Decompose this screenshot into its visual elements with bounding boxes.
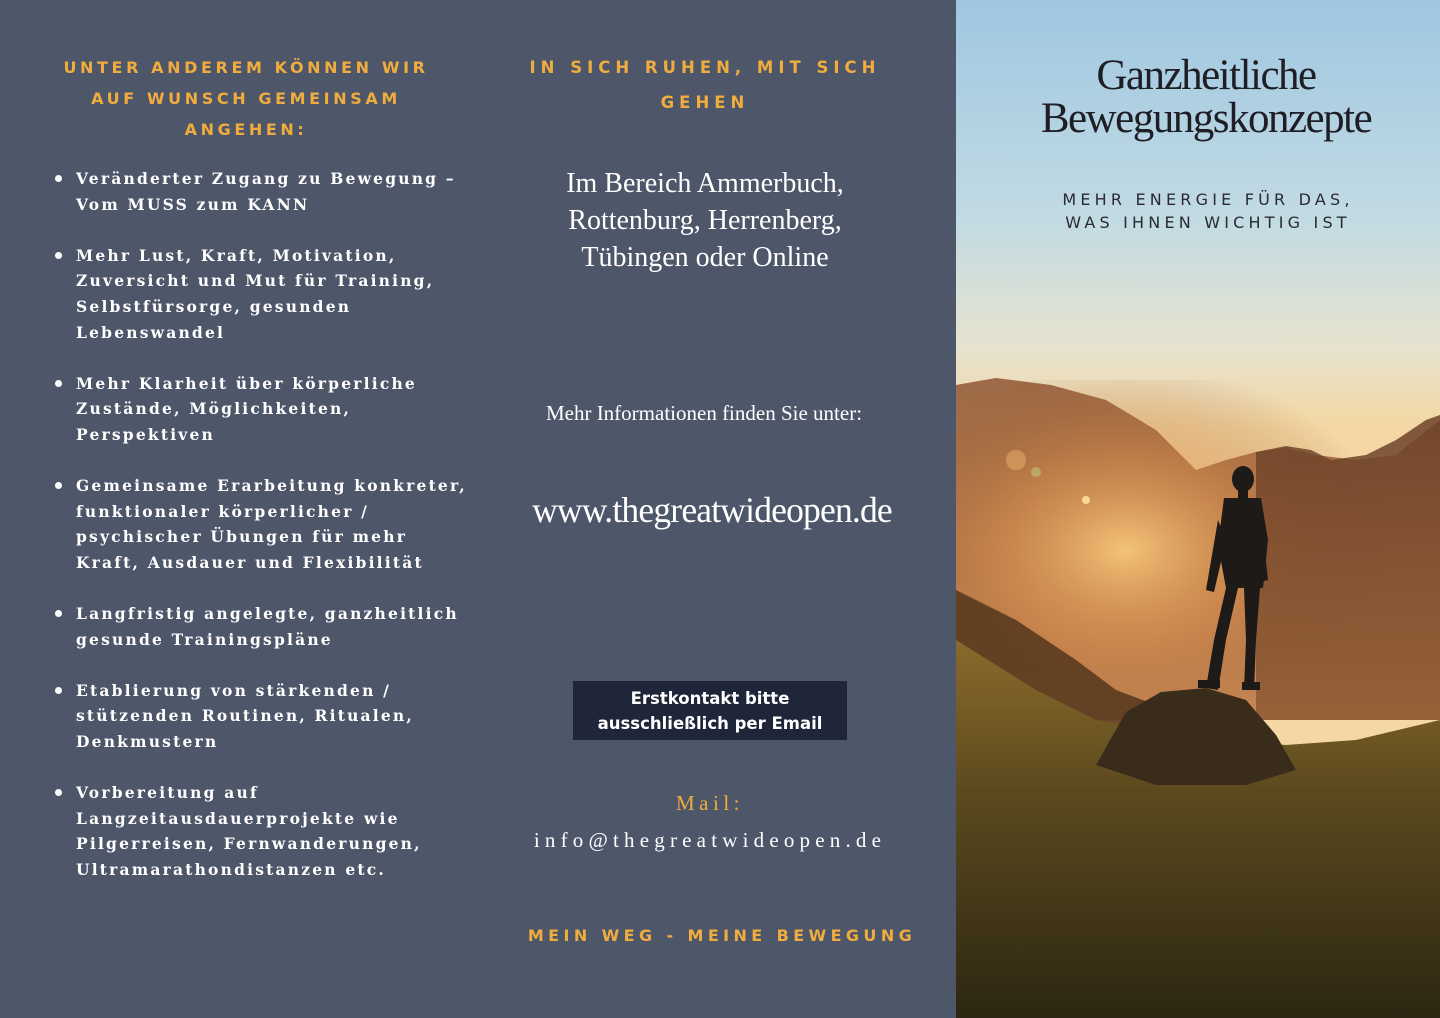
- subtitle-line: WAS IHNEN WICHTIG IST: [1065, 213, 1351, 232]
- bullet-dot-icon: [55, 482, 62, 489]
- first-contact-line: ausschließlich per Email: [597, 714, 823, 733]
- services-list: [52, 166, 472, 908]
- mail-label: Mail:: [676, 791, 744, 815]
- service-item-text: Mehr Lust, Kraft, Motivation, Zuversicht und Mut für Training, Selbstfürsorge, gesunden Lebenswandel: [76, 245, 435, 342]
- contact-column: [480, 0, 956, 1018]
- brochure-subtitle: [956, 188, 1440, 234]
- bullet-dot-icon: [55, 789, 62, 796]
- first-contact-line: Erstkontakt bitte: [630, 689, 790, 708]
- service-item: [52, 166, 472, 217]
- mail-address-link[interactable]: info@thegreatwideopen.de: [533, 828, 887, 852]
- services-heading: UNTER ANDEREM KÖNNEN WIR AUF WUNSCH GEMEINSAM ANGEHEN:: [63, 58, 429, 139]
- service-item-text: Langfristig angelegte, ganzheitlich gesunde Trainingspläne: [76, 604, 459, 649]
- services-column: [0, 0, 480, 1018]
- more-info-text: Mehr Informationen finden Sie unter:: [545, 401, 863, 425]
- title-line: Bewegungskonzepte: [1040, 95, 1372, 142]
- bullet-dot-icon: [55, 380, 62, 387]
- first-contact-button[interactable]: [573, 681, 847, 740]
- cover-panel: [956, 0, 1440, 1018]
- service-item-text: Vorbereitung auf Langzeitausdauerprojekte wie Pilgerreisen, Fernwanderungen, Ultramarathondistanzen etc.: [76, 783, 422, 880]
- service-item: [52, 601, 472, 652]
- title-line: Ganzheitliche: [1096, 52, 1316, 99]
- tagline-heading: IN SICH RUHEN, MIT SICH GEHEN: [529, 58, 881, 112]
- bullet-dot-icon: [55, 610, 62, 617]
- brochure-title: [956, 54, 1440, 140]
- service-item-text: Veränderter Zugang zu Bewegung – Vom MUSS zum KANN: [76, 169, 456, 214]
- service-item: [52, 473, 472, 575]
- service-item-text: Gemeinsame Erarbeitung konkreter, funktionaler körperlicher / psychischer Übungen für mehr Kraft, Ausdauer und Flexibilität: [76, 476, 467, 572]
- service-item: [52, 678, 472, 755]
- bullet-dot-icon: [55, 175, 62, 182]
- service-item-text: Etablierung von stärkenden / stützenden Routinen, Ritualen, Denkmustern: [76, 680, 414, 752]
- bullet-dot-icon: [55, 687, 62, 694]
- hiker-landscape-photo: [956, 0, 1440, 1018]
- bullet-dot-icon: [55, 252, 62, 259]
- website-link[interactable]: www.thegreatwideopen.de: [532, 490, 892, 530]
- region-line: Im Bereich Ammerbuch,: [566, 168, 844, 199]
- region-line: Tübingen oder Online: [581, 242, 829, 273]
- service-item-text: Mehr Klarheit über körperliche Zustände, Möglichkeiten, Perspektiven: [76, 373, 417, 444]
- motto: MEIN WEG - MEINE BEWEGUNG: [527, 926, 917, 945]
- region-line: Rottenburg, Herrenberg,: [568, 205, 842, 236]
- subtitle-line: MEHR ENERGIE FÜR DAS,: [1062, 190, 1354, 209]
- service-item: [52, 371, 472, 448]
- service-region: [480, 165, 930, 276]
- service-item: [52, 780, 472, 882]
- service-item: [52, 243, 472, 345]
